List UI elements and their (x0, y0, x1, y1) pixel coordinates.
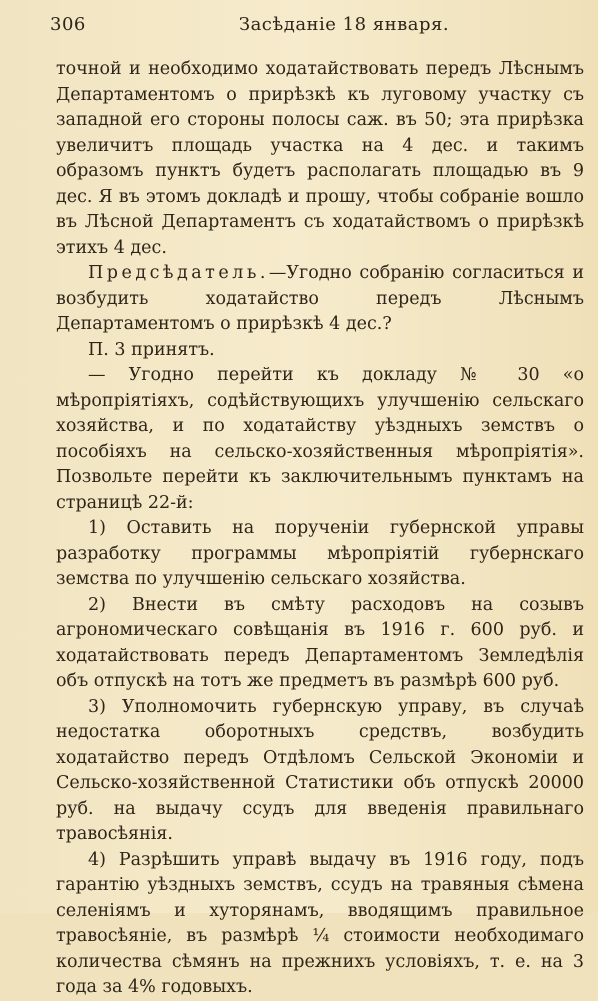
running-title: Засѣданіе 18 января. (238, 14, 450, 35)
speaker-label: Предсѣдатель. (88, 263, 269, 283)
paragraph-1: точной и необходимо ходатайствовать передъ Лѣснымъ Департаментомъ о прирѣзкѣ къ луговому участку съ западной его стороны полосы саж. въ 50; эта прирѣзка увеличитъ площадь участка на 4 дес. и такимъ образомъ пунктъ будетъ располагать площадью въ 9 дес. Я въ этомъ докладѣ и прошу, чтобы собраніе вошло въ Лѣсной Департаментъ съ ходатайствомъ о прирѣзкѣ этихъ 4 дес. (56, 59, 584, 258)
speaker-text: —Угодно собранію согласиться и возбудить ходатайство передъ Лѣснымъ Департаментомъ о прирѣзкѣ 4 дес.? (56, 263, 584, 334)
page-header (50, 14, 578, 44)
body-text (56, 57, 584, 1001)
paragraph-2 (56, 261, 584, 338)
list-item-2: 2) Внести въ смѣту расходовъ на созывъ агрономическаго совѣщанія въ 1916 г. 600 руб. и ходатайствовать передъ Департаментомъ Земледѣлія объ отпускѣ на тотъ же предметъ въ размѣрѣ 600 руб. (56, 594, 584, 691)
paragraph-3: П. 3 принятъ. (88, 339, 215, 360)
list-item-3: 3) Уполномочить губернскую управу, въ случаѣ недостатка оборотныхъ средствъ, возбудить ходатайство передъ Отдѣломъ Сельской Экономіи и Сельско-хозяйственной Статистики объ отпускѣ 20000 руб. на выдачу ссудъ для введенія правильнаго травосѣянія. (56, 696, 584, 844)
paragraph-4: — Угодно перейти къ докладу № 30 «о мѣропріятіяхъ, содѣйствующихъ улучшенію сельскаго хозяйства, и по ходатайству уѣздныхъ земствъ о пособіяхъ на сельско-хозяйственныя мѣропріятія». Позвольте перейти къ заключительнымъ пунктамъ на страницѣ 22-й: (56, 365, 584, 513)
list-item-1: 1) Оставить на порученіи губернской управы разработку программы мѣропріятій губернскаго земства по улучшенію сельскаго хозяйства. (56, 518, 584, 589)
page-number: 306 (50, 14, 86, 35)
list-item-4: 4) Разрѣшить управѣ выдачу въ 1916 году, подъ гарантію уѣздныхъ земствъ, ссудъ на травяныя сѣмена селеніямъ и хуторянамъ, вводящимъ правильное травосѣяніе, въ размѣрѣ ¼ стоимости необходимаго количества сѣмянъ на прежнихъ условіяхъ, т. е. на 3 года за 4% годовыхъ. (56, 849, 584, 997)
